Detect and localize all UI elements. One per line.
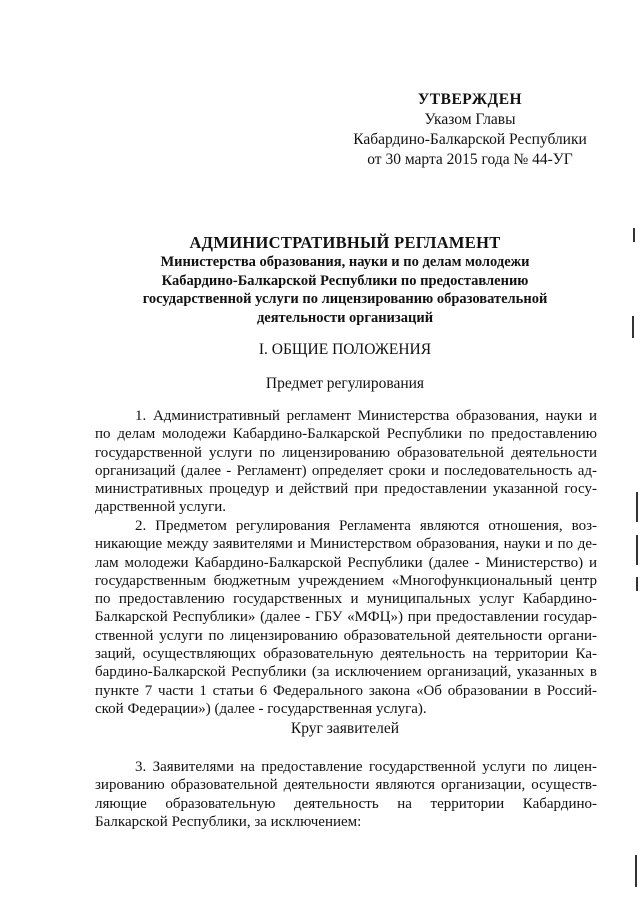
title-sub-line: деятельности организаций <box>256 309 434 326</box>
paragraph-line: организаций (далее - Регламент) определяет сроки и последовательность ад- <box>95 462 597 479</box>
scan-edge-mark <box>636 577 638 591</box>
paragraph-line: министративных процедур и действий при предоставлении указанной госу- <box>95 481 597 498</box>
paragraph-line: ской Федерации») (далее - государственная услуга). <box>95 700 427 717</box>
paragraph-line: государственным бюджетным учреждением «Многофункциональный центр <box>95 572 597 589</box>
paragraph-line: ляющие образовательную деятельность на территории Кабардино- <box>95 795 597 812</box>
title-sub-line: Министерства образования, науки и по делам молодежи <box>160 254 530 270</box>
paragraph-line: по делам молодежи Кабардино-Балкарской Республики по предоставлению <box>95 426 597 443</box>
approval-head: УТВЕРЖДЕН <box>417 91 523 108</box>
scan-edge-mark <box>636 535 638 565</box>
paragraph-line: Балкарской Республики» (далее - ГБУ «МФЦ») при предоставлении государ- <box>95 609 597 626</box>
approval-line-1: Указом Главы <box>424 111 516 128</box>
subsection-heading-subject: Предмет регулирования <box>265 375 425 392</box>
document-title <box>80 232 610 327</box>
scan-edge-mark <box>636 492 638 522</box>
paragraph-3 <box>95 758 597 831</box>
paragraph-line: государственной услуги по лицензированию образовательной деятельности <box>95 444 597 461</box>
paragraph-line: Балкарской Республики, за исключением: <box>95 813 362 830</box>
paragraph-line: никающие между заявителями и Министерством образования, науки и по де- <box>95 536 597 553</box>
section-heading-general: I. ОБЩИЕ ПОЛОЖЕНИЯ <box>258 341 432 358</box>
subsection-heading-applicants: Круг заявителей <box>290 720 400 737</box>
paragraph-line: бардино-Балкарской Республики (за исключением организаций, указанных в <box>95 664 597 681</box>
paragraph-2 <box>95 517 597 718</box>
paragraph-line: 3. Заявителями на предоставление государственной услуги по лицен- <box>135 759 597 775</box>
paragraph-line: по предоставлению государственных и муниципальных услуг Кабардино- <box>95 591 597 608</box>
paragraph-line: лам молодежи Кабардино-Балкарской Республики (далее - Министерство) и <box>95 554 597 571</box>
title-sub-line: Кабардино-Балкарской Республики по предоставлению <box>161 272 529 289</box>
paragraph-line: заций, осуществляющих образовательную деятельность на территории Ка- <box>95 646 597 663</box>
title-sub-line: государственной услуги по лицензированию образовательной <box>142 291 548 307</box>
paragraph-line: дарственной услуги. <box>95 499 227 516</box>
paragraph-line: 1. Административный регламент Министерства образования, науки и <box>135 408 597 424</box>
paragraph-line: 2. Предметом регулирования Регламента являются отношения, воз- <box>135 518 597 534</box>
approval-stamp <box>340 90 600 170</box>
title-main: АДМИНИСТРАТИВНЫЙ РЕГЛАМЕНТ <box>189 233 501 252</box>
scan-edge-mark <box>632 316 634 338</box>
paragraph-line: зированию образовательной деятельности являются организации, осуществ- <box>95 777 597 794</box>
scan-edge-mark <box>633 228 635 242</box>
approval-line-3: от 30 марта 2015 года № 44-УГ <box>367 151 573 168</box>
scan-edge-mark <box>635 855 637 887</box>
approval-line-2: Кабардино-Балкарской Республики <box>353 131 587 148</box>
paragraph-line: пункте 7 части 1 статьи 6 Федерального закона «Об образовании в Россий- <box>95 682 597 699</box>
paragraph-line: ственной услуги по лицензированию образовательной деятельности органи- <box>95 627 597 644</box>
paragraph-1 <box>95 407 597 517</box>
